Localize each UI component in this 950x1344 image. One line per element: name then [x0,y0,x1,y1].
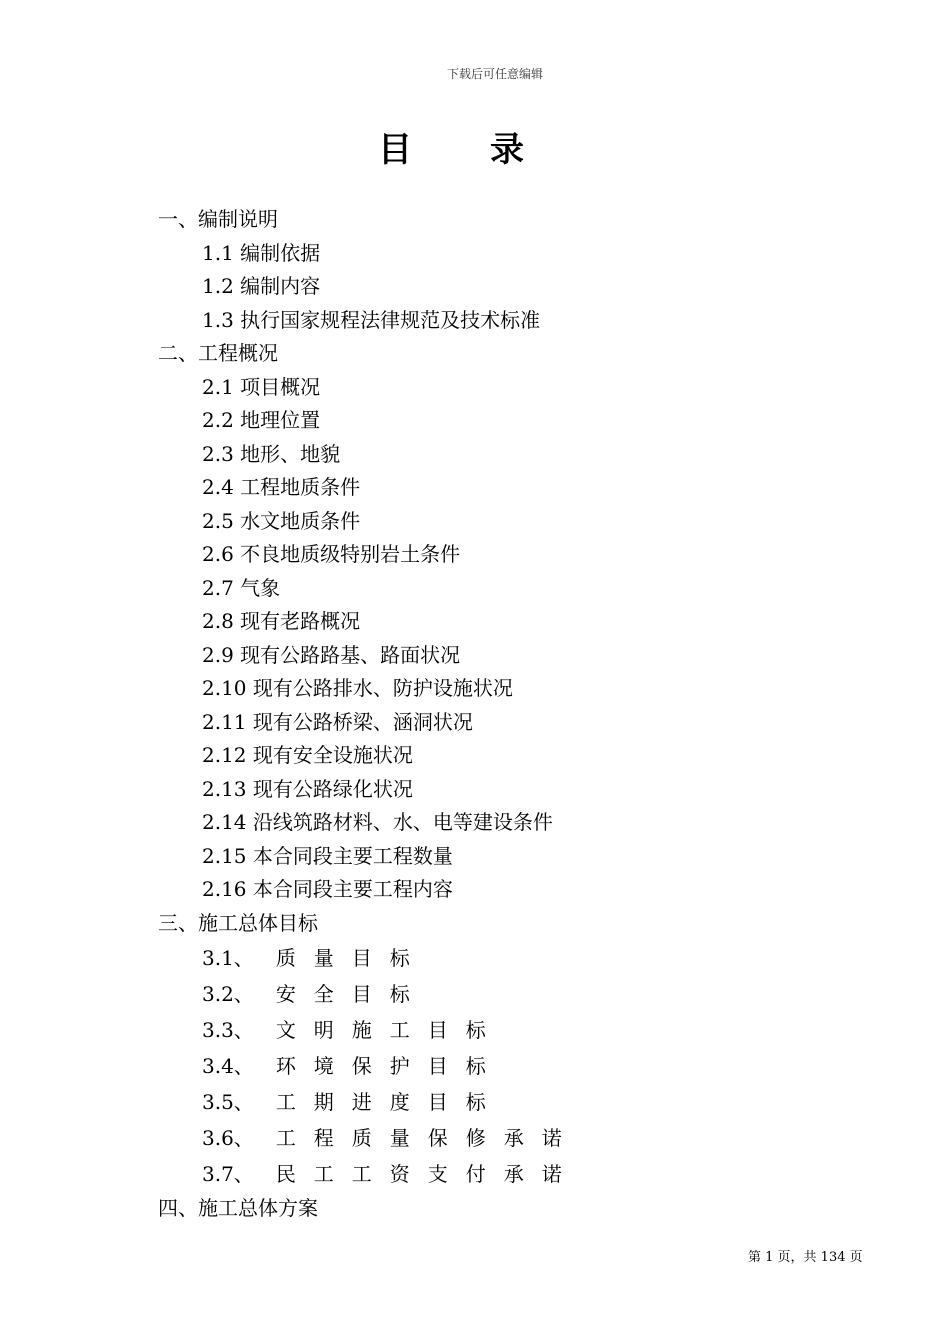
toc-entry-number: 3.7、 [202,1162,254,1186]
toc-entry-text: 1.1 编制依据 [202,240,321,265]
toc-entry[interactable] [158,1156,878,1192]
toc-entry-text: 文明施工目标 [275,1018,504,1042]
toc-entry-text: 工程质量保修承诺 [275,1126,580,1150]
toc-entry[interactable] [158,203,878,237]
toc-entry[interactable] [158,706,878,740]
toc-entry[interactable] [158,1012,878,1048]
toc-entry-text: 2.10 现有公路排水、防护设施状况 [202,676,513,700]
toc-entry[interactable] [158,672,878,706]
toc-entry[interactable] [158,538,878,572]
toc-entry[interactable] [158,1084,878,1120]
toc-entry[interactable] [158,840,878,874]
toc-entry[interactable] [158,337,878,371]
toc-entry[interactable] [158,438,878,472]
page-footer: 第 1 页，共 134 页 [748,1250,863,1265]
toc-entry-text: 2.7 气象 [202,575,281,600]
toc-entry-text: 2.11 现有公路桥梁、涵洞状况 [202,709,473,734]
toc-entry[interactable] [158,572,878,606]
toc-entry[interactable] [158,976,878,1012]
toc-entry[interactable] [158,806,878,840]
page-header: 下载后可任意编辑 [446,67,543,81]
toc-entry-text: 2.4 工程地质条件 [202,475,361,499]
toc-entry-text: 2.1 项目概况 [202,374,321,399]
toc-entry-text: 2.12 现有安全设施状况 [202,743,413,767]
toc-entry-text: 二、工程概况 [158,341,278,365]
toc-entry[interactable] [158,371,878,405]
toc-entry-text: 三、施工总体目标 [158,910,318,935]
toc-entry-number: 3.5、 [202,1090,254,1114]
toc-entry-text: 2.15 本合同段主要工程数量 [202,843,453,868]
table-of-contents [158,203,878,1226]
toc-entry[interactable] [158,605,878,639]
toc-entry[interactable] [158,1048,878,1084]
toc-entry[interactable] [158,270,878,304]
toc-entry-text: 质量目标 [275,946,428,970]
toc-entry-text: 2.14 沿线筑路材料、水、电等建设条件 [202,810,553,834]
toc-entry[interactable] [158,739,878,773]
toc-entry-number: 3.1、 [202,946,254,970]
toc-entry-number: 3.6、 [202,1126,254,1150]
toc-entry-text: 民工工资支付承诺 [275,1162,580,1186]
toc-entry[interactable] [158,1192,878,1226]
toc-entry[interactable] [158,940,878,976]
toc-entry[interactable] [158,1120,878,1156]
toc-entry[interactable] [158,237,878,271]
page-title: 目录 [378,130,602,170]
toc-entry-text: 工期进度目标 [275,1090,504,1114]
toc-entry[interactable] [158,907,878,941]
toc-entry-text: 2.16 本合同段主要工程内容 [202,877,453,901]
toc-entry-number: 3.4、 [202,1054,254,1078]
toc-entry-text: 安全目标 [275,982,428,1006]
toc-entry[interactable] [158,773,878,807]
toc-entry[interactable] [158,404,878,438]
toc-entry-text: 2.8 现有老路概况 [202,609,361,633]
toc-entry-text: 2.13 现有公路绿化状况 [202,776,413,801]
toc-entry-text: 2.9 现有公路路基、路面状况 [202,642,461,667]
toc-entry[interactable] [158,873,878,907]
toc-entry-number: 3.2、 [202,982,254,1006]
toc-entry-text: 2.6 不良地质级特别岩土条件 [202,542,461,566]
toc-entry-text: 2.2 地理位置 [202,408,321,432]
toc-entry[interactable] [158,304,878,338]
toc-entry-text: 一、编制说明 [158,207,278,231]
toc-entry-text: 2.3 地形、地貌 [202,441,341,466]
toc-entry-text: 四、施工总体方案 [158,1196,318,1220]
toc-entry-text: 1.2 编制内容 [202,274,321,298]
toc-entry-number: 3.3、 [202,1018,254,1042]
toc-entry-text: 1.3 执行国家规程法律规范及技术标准 [202,307,541,332]
toc-entry[interactable] [158,505,878,539]
toc-entry[interactable] [158,639,878,673]
toc-entry-text: 环境保护目标 [275,1054,504,1078]
toc-entry[interactable] [158,471,878,505]
toc-entry-text: 2.5 水文地质条件 [202,508,361,533]
